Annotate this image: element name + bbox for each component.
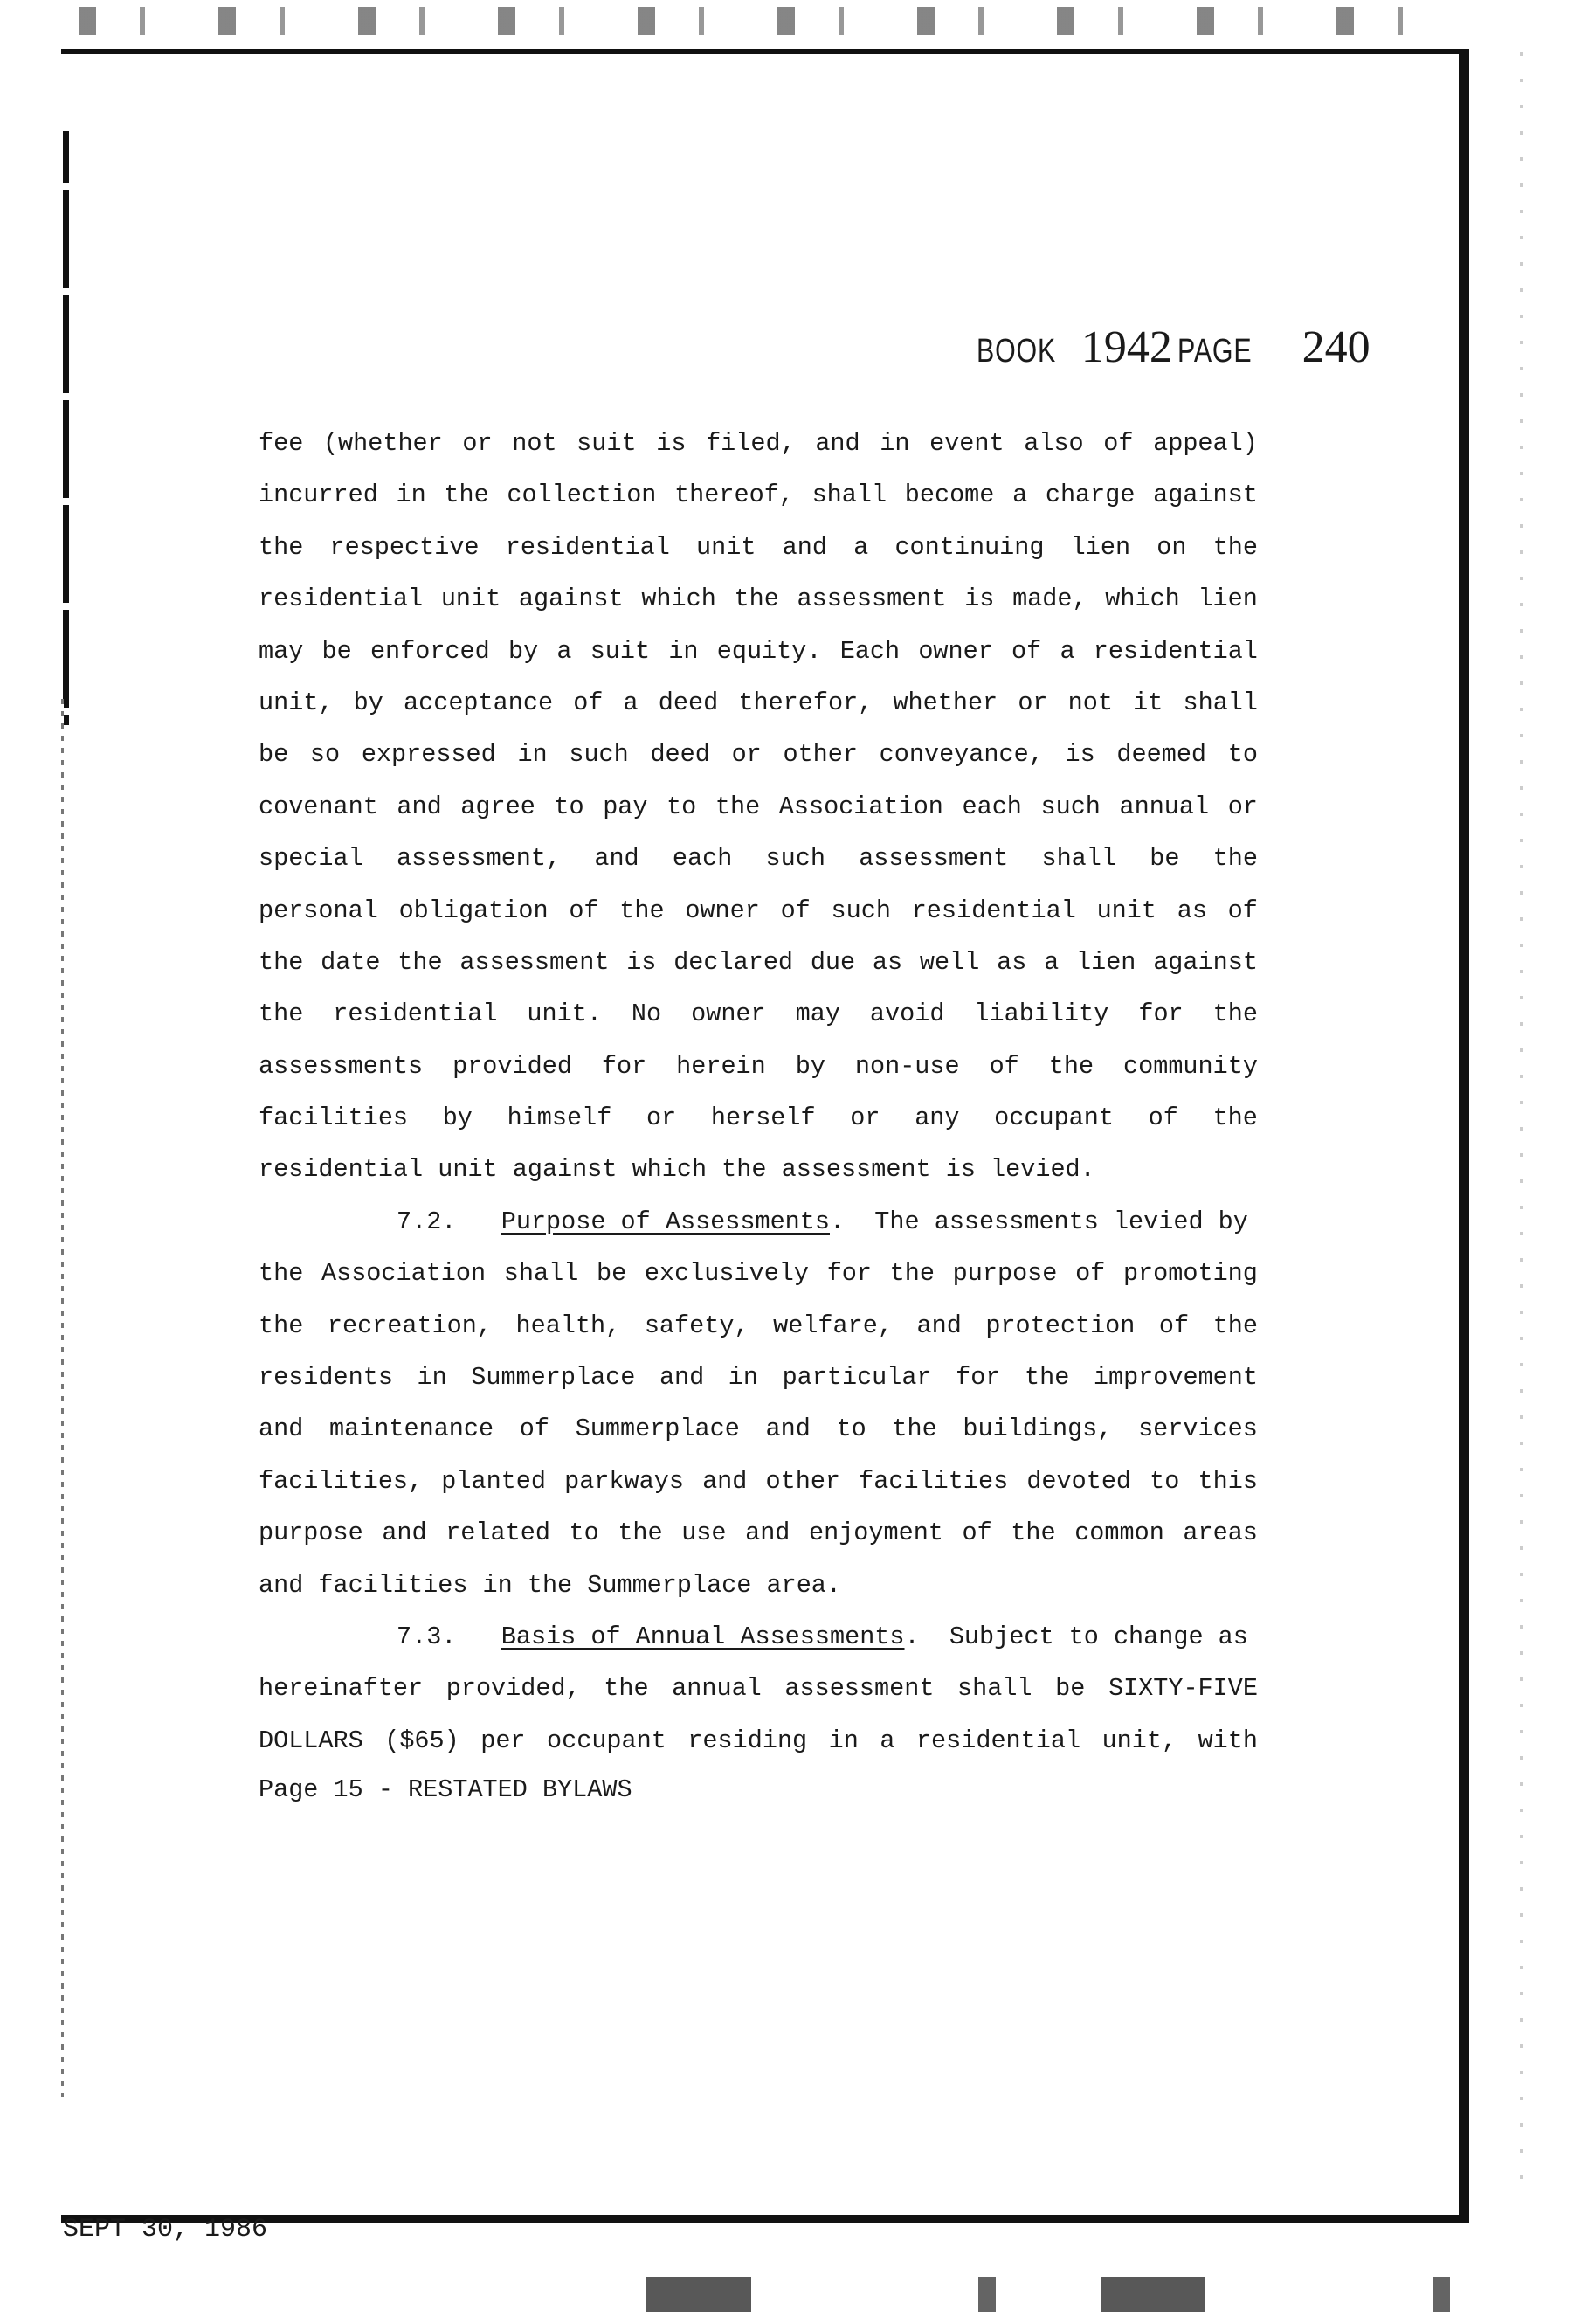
word: in (417, 1363, 447, 1393)
word: is (656, 429, 687, 458)
section-number: 7.2. (397, 1207, 457, 1236)
word: against (518, 584, 624, 614)
word: to (569, 1518, 599, 1548)
word: occupant (547, 1726, 666, 1755)
word: the (259, 1259, 304, 1289)
word: such (765, 844, 825, 874)
word: Association (321, 1259, 487, 1289)
word: residential (333, 999, 498, 1029)
word: annual (1119, 792, 1210, 821)
word: protection (985, 1311, 1136, 1340)
word: it (1133, 688, 1163, 717)
word: and (782, 532, 827, 562)
word: a (1060, 636, 1075, 666)
word: buildings, (963, 1414, 1113, 1444)
word: the (604, 1674, 649, 1704)
word: is (964, 584, 995, 614)
word: other (783, 740, 858, 770)
word: which (641, 584, 716, 614)
word: residential (505, 532, 670, 562)
word: unit. (527, 999, 602, 1029)
word: to (1150, 1466, 1180, 1496)
word: be (259, 740, 289, 770)
word: assessment (784, 1674, 935, 1704)
word: and (659, 1363, 705, 1393)
word: ($65) (384, 1726, 459, 1755)
word: residential (1093, 636, 1258, 666)
word: or (731, 740, 762, 770)
word: herein (676, 1051, 766, 1081)
word: appeal) (1153, 429, 1258, 458)
word: of (962, 1518, 992, 1548)
word: shall (1041, 844, 1116, 874)
word: lien (1198, 584, 1258, 614)
word: the (1011, 1518, 1056, 1548)
word: of (573, 688, 604, 717)
word: be (596, 1259, 627, 1289)
word: the (1212, 1311, 1258, 1340)
word: planted (441, 1466, 546, 1496)
word: occupant (994, 1103, 1114, 1133)
word: or (1227, 792, 1258, 821)
word: special (259, 844, 363, 874)
word: unit, (259, 688, 334, 717)
word: a (853, 532, 869, 562)
word: suit (576, 429, 637, 458)
word: therefor, (738, 688, 873, 717)
word: of (1148, 1103, 1178, 1133)
text-line (259, 937, 1258, 988)
word: of (1103, 429, 1134, 458)
word: event (929, 429, 1005, 458)
word: obligation (398, 896, 549, 925)
word: a (1012, 481, 1028, 510)
word: collection (507, 481, 657, 510)
word: and (702, 1466, 748, 1496)
word: thereof, (674, 481, 794, 510)
word: provided (452, 1051, 572, 1081)
word: and (397, 792, 442, 821)
word: the (1212, 999, 1258, 1029)
word: residential (911, 896, 1076, 925)
word: residents (259, 1363, 393, 1393)
word: liability (974, 999, 1109, 1029)
word: such (831, 896, 891, 925)
word: and (815, 429, 860, 458)
word: unit (1096, 896, 1156, 925)
word: per (480, 1726, 526, 1755)
text-line (259, 573, 1258, 625)
word: with (1198, 1726, 1258, 1755)
word: of (1227, 896, 1258, 925)
word: may (795, 999, 840, 1029)
word: SIXTY-FIVE (1108, 1674, 1258, 1704)
word: residing (687, 1726, 808, 1755)
text-line (259, 885, 1258, 937)
word: in (728, 1363, 759, 1393)
word: the (259, 999, 304, 1029)
word: exclusively (644, 1259, 810, 1289)
text-line (259, 1403, 1258, 1455)
word: and (765, 1414, 811, 1444)
page-label: PAGE (1177, 333, 1253, 370)
word: herself (710, 1103, 816, 1133)
word: unit, (1101, 1726, 1177, 1755)
word: a (1044, 947, 1060, 977)
word: shall (957, 1674, 1032, 1704)
word: on (1156, 532, 1187, 562)
scan-artifact-right-edge (1520, 52, 1523, 2193)
word: such (569, 740, 629, 770)
word: may (259, 636, 304, 666)
word: or (1018, 688, 1048, 717)
word: in (517, 740, 548, 770)
word: avoid (869, 999, 945, 1029)
word: assessment (859, 844, 1009, 874)
word: any (915, 1103, 960, 1133)
word: for (1138, 999, 1184, 1029)
word: and (594, 844, 639, 874)
word: owner (918, 636, 993, 666)
section-heading-rest: . Subject to change as (904, 1622, 1248, 1651)
word: the (1048, 1051, 1094, 1081)
text-line: and facilities in the Summerplace area. (259, 1570, 842, 1600)
word: facilities, (259, 1466, 424, 1496)
word: the (1212, 1103, 1258, 1133)
word: against (1153, 947, 1258, 977)
word: by (442, 1103, 473, 1133)
word: become (904, 481, 995, 510)
word: in (828, 1726, 859, 1755)
book-number: 1942 (1080, 322, 1172, 372)
word: No (631, 999, 662, 1029)
word: suit (590, 636, 651, 666)
word: of (1075, 1259, 1106, 1289)
word: enforced (369, 636, 490, 666)
word: maintenance (328, 1414, 494, 1444)
word: the (892, 1414, 937, 1444)
word: this (1198, 1466, 1258, 1496)
word: respective (329, 532, 480, 562)
word: deed (658, 688, 719, 717)
word: shall (503, 1259, 579, 1289)
word: is (1065, 740, 1095, 770)
word: declared (673, 947, 794, 977)
section-heading: Purpose of Assessments (501, 1207, 830, 1236)
scan-artifact-left-dots (61, 699, 64, 2097)
word: pay (603, 792, 648, 821)
section-heading-rest: . The assessments levied by (830, 1207, 1248, 1236)
word: not (1067, 688, 1113, 717)
word: assessment, (396, 844, 562, 874)
word: and (382, 1518, 427, 1548)
text-line (259, 469, 1258, 521)
text-line (259, 781, 1258, 833)
word: be (321, 636, 352, 666)
word: of (569, 896, 599, 925)
word: improvement (1093, 1363, 1258, 1393)
word: or (462, 429, 493, 458)
page-footer-label: Page 15 - RESTATED BYLAWS (259, 1775, 632, 1804)
word: provided, (445, 1674, 581, 1704)
word: related (445, 1518, 550, 1548)
word: to (666, 792, 697, 821)
word: the (397, 947, 443, 977)
word: enjoyment (808, 1518, 943, 1548)
book-page-stamp (977, 322, 1370, 373)
word: in (880, 429, 910, 458)
word: so (309, 740, 341, 770)
word: covenant (259, 792, 378, 821)
word: lien (1070, 532, 1131, 562)
word: the (715, 792, 761, 821)
word: shall (1183, 688, 1258, 717)
word: in (396, 481, 426, 510)
section-7-3-heading-line (397, 1611, 1258, 1663)
word: the (619, 896, 665, 925)
text-line (259, 1248, 1258, 1299)
scan-artifact-top (79, 7, 1476, 35)
document-body (259, 418, 1258, 1767)
text-line (259, 677, 1258, 729)
word: of (1011, 636, 1042, 666)
word: deemed (1116, 740, 1207, 770)
word: a (880, 1726, 895, 1755)
word: as (872, 947, 903, 977)
text-line (259, 1456, 1258, 1507)
text-line (259, 1352, 1258, 1403)
text-line (259, 1663, 1258, 1714)
word: parkways (564, 1466, 684, 1496)
word: to (836, 1414, 866, 1444)
word: of (780, 896, 811, 925)
word: the (1212, 532, 1258, 562)
word: by (795, 1051, 825, 1081)
word: use (681, 1518, 727, 1548)
word: of (989, 1051, 1019, 1081)
word: assessment (797, 584, 947, 614)
word: unit (696, 532, 756, 562)
word: incurred (259, 481, 378, 510)
word: Summerplace (471, 1363, 636, 1393)
word: residential (259, 584, 424, 614)
word: in (668, 636, 699, 666)
text-line: residential unit against which the assessment is levied. (259, 1155, 1095, 1185)
word: particular (782, 1363, 932, 1393)
word: Association (778, 792, 943, 821)
word: DOLLARS (259, 1726, 363, 1755)
text-line (259, 522, 1258, 573)
word: by (353, 688, 383, 717)
word: whether (893, 688, 998, 717)
word: also (1024, 429, 1084, 458)
scan-artifact-left-edge (63, 131, 69, 725)
text-line (259, 1715, 1258, 1767)
word: not (512, 429, 557, 458)
word: lien (1076, 947, 1136, 977)
word: welfare, (773, 1311, 893, 1340)
word: and (259, 1414, 304, 1444)
word: facilities (859, 1466, 1009, 1496)
word: a (623, 688, 639, 717)
section-7-2-heading-line (397, 1196, 1258, 1248)
word: be (1055, 1674, 1086, 1704)
word: health, (515, 1311, 621, 1340)
word: for (826, 1259, 872, 1289)
word: such (1040, 792, 1101, 821)
word: himself (507, 1103, 612, 1133)
text-line (259, 1092, 1258, 1144)
word: the (889, 1259, 935, 1289)
word: facilities (259, 1103, 409, 1133)
word: continuing (894, 532, 1045, 562)
word: as (997, 947, 1027, 977)
word: recreation, (327, 1311, 492, 1340)
word: acceptance (404, 688, 554, 717)
text-line (259, 729, 1258, 780)
word: community (1123, 1051, 1258, 1081)
word: non-use (854, 1051, 960, 1081)
word: well (919, 947, 980, 977)
word: be (1150, 844, 1180, 874)
text-line (259, 1507, 1258, 1559)
text-line (259, 1041, 1258, 1092)
section-number: 7.3. (397, 1622, 457, 1651)
word: purpose (952, 1259, 1058, 1289)
word: and (916, 1311, 962, 1340)
word: the (259, 1311, 304, 1340)
word: Each (839, 636, 901, 666)
word: other (765, 1466, 841, 1496)
word: filed, (706, 429, 796, 458)
word: devoted (1026, 1466, 1132, 1496)
word: against (1153, 481, 1258, 510)
word: of (519, 1414, 550, 1444)
word: purpose (259, 1518, 363, 1548)
word: which (1105, 584, 1180, 614)
text-line (259, 833, 1258, 884)
word: to (554, 792, 584, 821)
word: owner (685, 896, 760, 925)
word: due (810, 947, 856, 977)
word: safety, (644, 1311, 749, 1340)
word: the (444, 481, 489, 510)
word: the (259, 532, 304, 562)
word: and (745, 1518, 790, 1548)
book-label: BOOK (977, 333, 1057, 370)
word: for (601, 1051, 647, 1081)
word: by (507, 636, 539, 666)
word: made, (1012, 584, 1087, 614)
word: a (556, 636, 572, 666)
word: or (646, 1103, 677, 1133)
word: promoting (1122, 1259, 1258, 1289)
word: for (956, 1363, 1001, 1393)
word: (whether (322, 429, 443, 458)
word: shall (811, 481, 887, 510)
word: owner (691, 999, 766, 1029)
page-number: 240 (1301, 322, 1370, 372)
word: deed (650, 740, 710, 770)
word: as (1177, 896, 1207, 925)
word: or (850, 1103, 880, 1133)
word: fee (259, 429, 304, 458)
word: annual (672, 1674, 762, 1704)
word: the (1025, 1363, 1070, 1393)
word: hereinafter (259, 1674, 424, 1704)
text-line (259, 626, 1258, 677)
word: personal (259, 896, 378, 925)
word: date (321, 947, 381, 977)
word: equity. (716, 636, 822, 666)
word: residential (915, 1726, 1081, 1755)
text-line (259, 418, 1258, 469)
word: common (1074, 1518, 1164, 1548)
text-line (259, 988, 1258, 1040)
word: unit (440, 584, 501, 614)
word: assessments (259, 1051, 424, 1081)
date-stamp: SEPT 30, 1986 (63, 2215, 268, 2244)
word: each (962, 792, 1022, 821)
word: to (1227, 740, 1258, 770)
word: the (734, 584, 779, 614)
text-line (259, 1300, 1258, 1352)
word: conveyance, (879, 740, 1044, 770)
word: areas (1183, 1518, 1258, 1548)
word: Summerplace (575, 1414, 740, 1444)
word: services (1138, 1414, 1258, 1444)
word: the (618, 1518, 663, 1548)
word: each (672, 844, 733, 874)
word: agree (460, 792, 535, 821)
scan-artifact-bottom (646, 2277, 1502, 2312)
word: assessment (459, 947, 610, 977)
word: the (1212, 844, 1258, 874)
word: expressed (361, 740, 496, 770)
section-heading: Basis of Annual Assessments (501, 1622, 905, 1651)
word: the (259, 947, 304, 977)
word: is (626, 947, 657, 977)
word: of (1158, 1311, 1190, 1340)
word: charge (1045, 481, 1136, 510)
